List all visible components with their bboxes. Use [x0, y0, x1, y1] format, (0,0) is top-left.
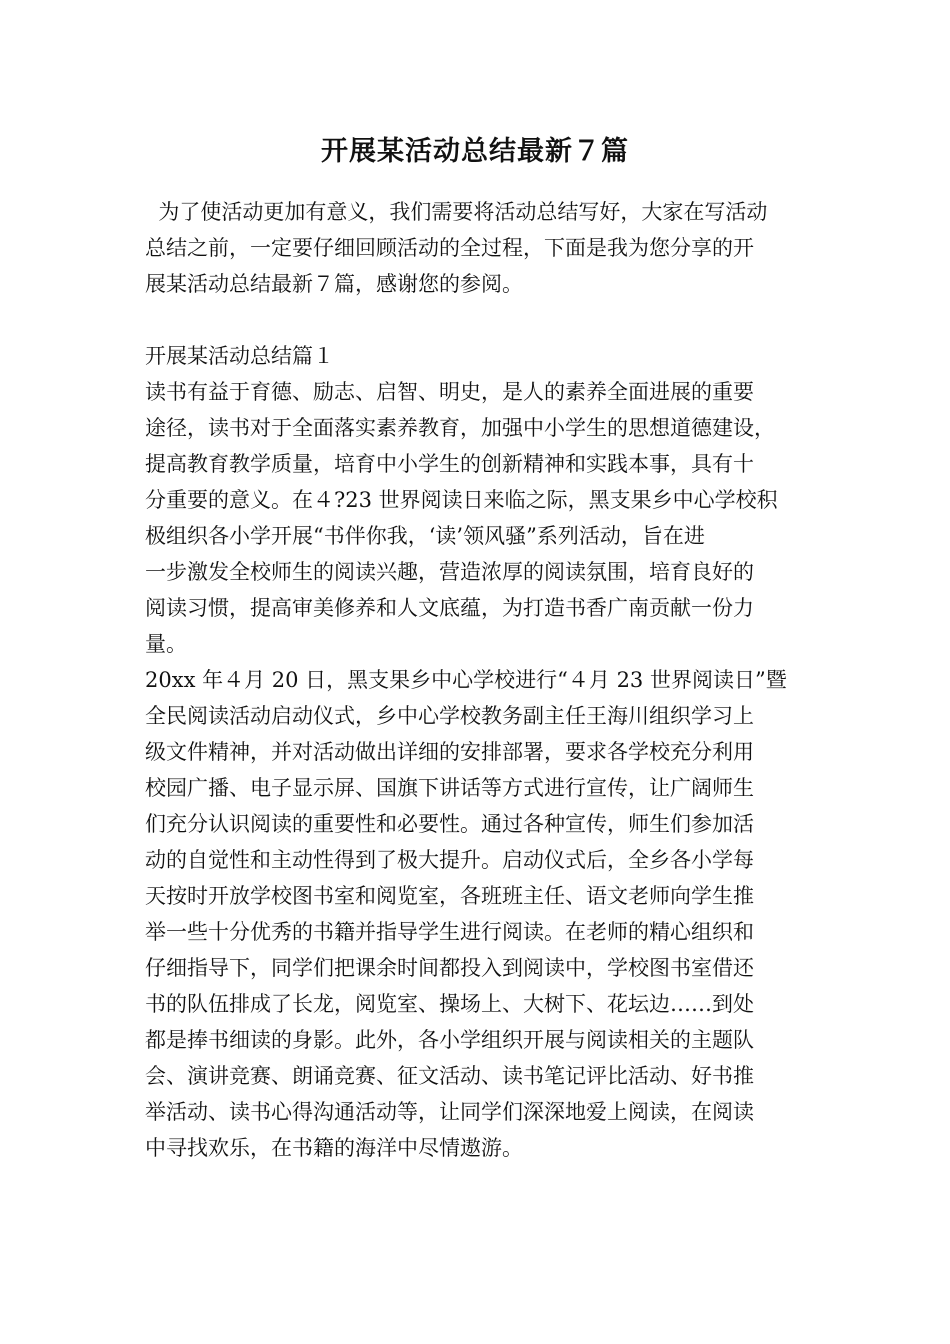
- intro-paragraph: [145, 194, 810, 302]
- body-paragraph-2: [145, 662, 810, 1166]
- paragraph-line: 20xx 年４月 20 日，黑支果乡中心学校进行“４月 23 世界阅读日”暨: [145, 668, 787, 692]
- paragraph-spacer: [145, 302, 810, 338]
- paragraph-line: 量。: [145, 632, 187, 656]
- intro-line: 总结之前，一定要仔细回顾活动的全过程，下面是我为您分享的开: [145, 236, 754, 260]
- paragraph-line: 天按时开放学校图书室和阅览室，各班班主任、语文老师向学生推: [145, 884, 754, 908]
- document-body: [145, 194, 810, 1166]
- paragraph-line: 一步激发全校师生的阅读兴趣，营造浓厚的阅读氛围，培育良好的: [145, 560, 754, 584]
- paragraph-line: 都是捧书细读的身影。此外，各小学组织开展与阅读相关的主题队: [145, 1028, 754, 1052]
- section-heading: 开展某活动总结篇１: [145, 344, 334, 368]
- body-paragraph-1: [145, 374, 810, 662]
- document-title: 开展某活动总结最新７篇: [321, 136, 629, 167]
- paragraph-line: 途径，读书对于全面落实素养教育，加强中小学生的思想道德建设，: [145, 416, 775, 440]
- paragraph-line: 极组织各小学开展“书伴你我，‘读’领风骚”系列活动，旨在进: [145, 524, 705, 548]
- paragraph-line: 级文件精神，并对活动做出详细的安排部署，要求各学校充分利用: [145, 740, 754, 764]
- paragraph-line: 书的队伍排成了长龙，阅览室、操场上、大树下、花坛边……到处: [145, 992, 754, 1016]
- paragraph-line: 动的自觉性和主动性得到了极大提升。启动仪式后，全乡各小学每: [145, 848, 754, 872]
- paragraph-line: 会、演讲竞赛、朗诵竞赛、征文活动、读书笔记评比活动、好书推: [145, 1064, 754, 1088]
- paragraph-line: 分重要的意义。在４?23 世界阅读日来临之际，黑支果乡中心学校积: [145, 488, 778, 512]
- paragraph-line: 举活动、读书心得沟通活动等，让同学们深深地爱上阅读，在阅读: [145, 1100, 754, 1124]
- intro-line: 为了使活动更加有意义，我们需要将活动总结写好，大家在写活动: [145, 200, 768, 224]
- paragraph-line: 举一些十分优秀的书籍并指导学生进行阅读。在老师的精心组织和: [145, 920, 754, 944]
- paragraph-line: 们充分认识阅读的重要性和必要性。通过各种宣传，师生们参加活: [145, 812, 754, 836]
- intro-line: 展某活动总结最新７篇，感谢您的参阅。: [145, 272, 523, 296]
- paragraph-line: 阅读习惯，提高审美修养和人文底蕴，为打造书香广南贡献一份力: [145, 596, 754, 620]
- paragraph-line: 中寻找欢乐，在书籍的海洋中尽情遨游。: [145, 1136, 523, 1160]
- paragraph-line: 校园广播、电子显示屏、国旗下讲话等方式进行宣传，让广阔师生: [145, 776, 754, 800]
- paragraph-line: 读书有益于育德、励志、启智、明史，是人的素养全面进展的重要: [145, 380, 754, 404]
- paragraph-line: 仔细指导下，同学们把课余时间都投入到阅读中，学校图书室借还: [145, 956, 754, 980]
- paragraph-line: 全民阅读活动启动仪式，乡中心学校教务副主任王海川组织学习上: [145, 704, 754, 728]
- paragraph-line: 提高教育教学质量，培育中小学生的创新精神和实践本事，具有十: [145, 452, 754, 476]
